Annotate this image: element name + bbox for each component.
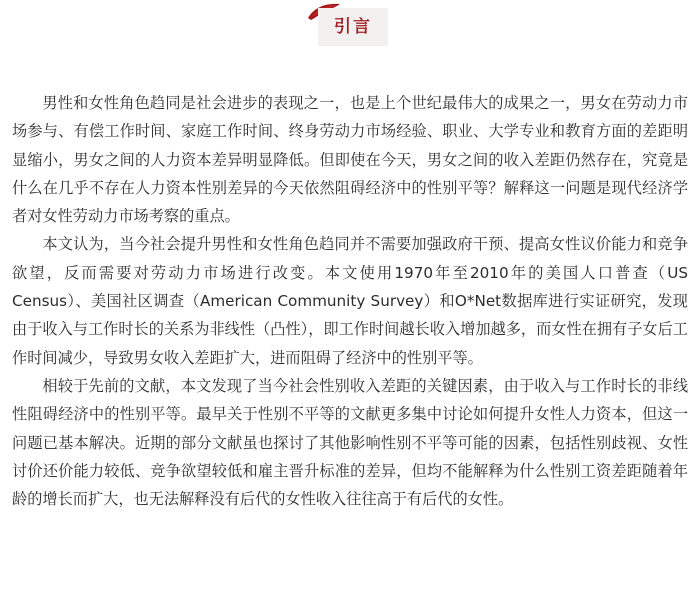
paragraph-1: 男性和女性角色趋同是社会进步的表现之一，也是上个世纪最伟大的成果之一，男女在劳动力市场参与、有偿工作时间、家庭工作时间、终身劳动力市场经验、职业、大学专业和教育方面的差距明显缩小，男女之间的人力资本差异明显降低。但即使在今天，男女之间的收入差距仍然存在，究竟是什么在几乎不存在人力资本性别差异的今天依然阻碍经济中的性别平等？解释这一问题是现代经济学者对女性劳动力市场考察的重点。	[12, 94, 688, 226]
article-body	[12, 89, 688, 513]
section-header	[0, 0, 700, 52]
section-title: 引言	[334, 17, 372, 37]
title-box	[318, 8, 388, 46]
paragraph-3: 相较于先前的文献，本文发现了当今社会性别收入差距的关键因素，由于收入与工作时长的非线性阻碍经济中的性别平等。最早关于性别不平等的文献更多集中讨论如何提升女性人力资本，但这一问题已基本解决。近期的部分文献虽也探讨了其他影响性别不平等可能的因素，包括性别歧视、女性讨价还价能力较低、竞争欲望较低和雇主晋升标准的差异，但均不能解释为什么性别工资差距随着年龄的增长而扩大，也无法解释没有后代的女性收入往往高于有后代的女性。	[12, 376, 688, 509]
paragraph-2: 本文认为，当今社会提升男性和女性角色趋同并不需要加强政府干预、提高女性议价能力和竞争欲望，反而需要对劳动力市场进行改变。本文使用1970年至2010年的美国人口普查（US Census）、美国社区调查（American Community Survey）和O*Net数据库进行实证研究，发现由于收入与工作时长的关系为非线性（凸性），即工作时间越长收入增加越多，而女性在拥有子女后工作时间减少，导致男女收入差距扩大，进而阻碍了经济中的性别平等。	[12, 235, 688, 367]
